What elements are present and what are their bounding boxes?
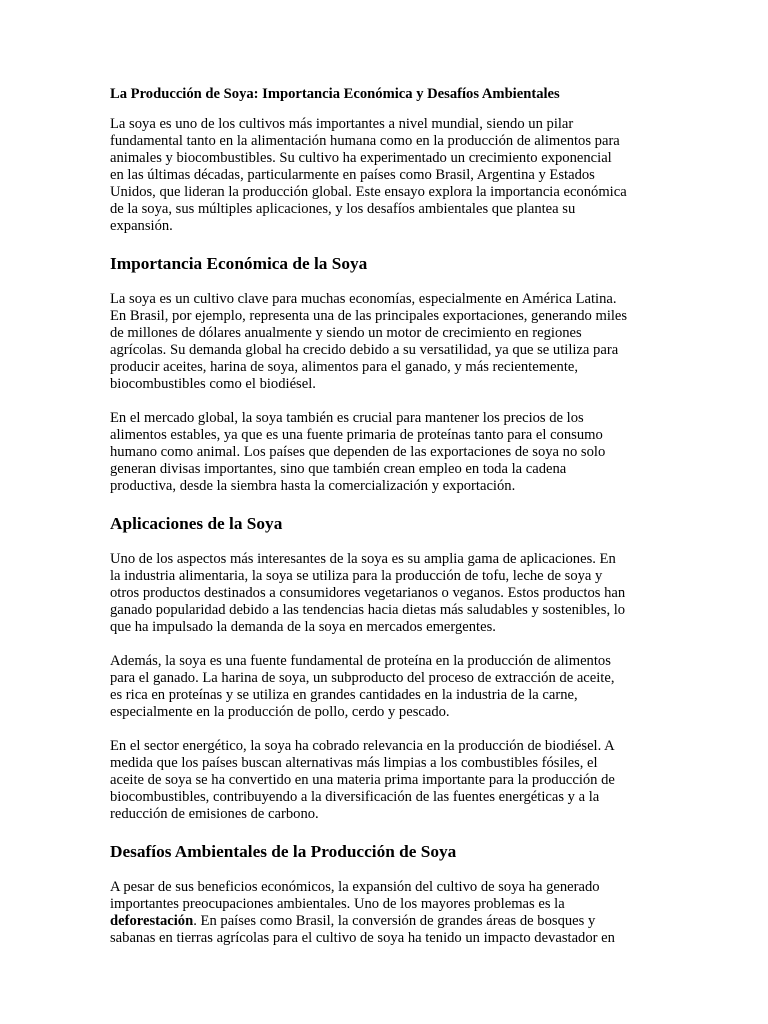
- section-heading-economic: Importancia Económica de la Soya: [110, 254, 368, 273]
- text-line: fundamental tanto en la alimentación humana como en la producción de alimentos para: [110, 133, 620, 149]
- text-line: En el sector energético, la soya ha cobrado relevancia en la producción de biodiésel. A: [110, 738, 615, 754]
- text-line: de la soya, sus múltiples aplicaciones, y los desafíos ambientales que plantea su: [110, 201, 576, 217]
- applications-paragraph-2: [110, 653, 662, 721]
- economic-paragraph-2: [110, 410, 662, 495]
- text-line: que ha impulsado la demanda de la soya en mercados emergentes.: [110, 619, 496, 635]
- intro-paragraph: [110, 116, 662, 235]
- text-line: otros productos destinados a consumidores vegetarianos o veganos. Estos productos han: [110, 585, 626, 601]
- text-line: humano como animal. Los países que dependen de las exportaciones de soya no solo: [110, 444, 606, 460]
- document-title: La Producción de Soya: Importancia Económica y Desafíos Ambientales: [110, 86, 560, 102]
- applications-paragraph-1: [110, 551, 662, 636]
- text-line: de millones de dólares anualmente y siendo un motor de crecimiento en regiones: [110, 325, 582, 341]
- document-page: [110, 86, 662, 947]
- text-line: La soya es un cultivo clave para muchas economías, especialmente en América Latina.: [110, 291, 617, 307]
- text-line: es rica en proteínas y se utiliza en grandes cantidades en la industria de la carne,: [110, 687, 578, 703]
- text-line: En Brasil, por ejemplo, representa una de las principales exportaciones, generando miles: [110, 308, 628, 324]
- text-line: en las últimas décadas, particularmente en países como Brasil, Argentina y Estados: [110, 167, 595, 183]
- text-fragment: . En países como Brasil, la conversión de grandes áreas de bosques y: [193, 913, 596, 929]
- text-line: A pesar de sus beneficios económicos, la expansión del cultivo de soya ha generado: [110, 879, 600, 895]
- text-line: [110, 913, 662, 930]
- bold-term-deforestation: deforestación: [110, 913, 194, 929]
- applications-paragraph-3: [110, 738, 662, 823]
- text-line: animales y biocombustibles. Su cultivo ha experimentado un crecimiento exponencial: [110, 150, 612, 166]
- text-line: Además, la soya es una fuente fundamental de proteína en la producción de alimentos: [110, 653, 611, 669]
- text-line: La soya es uno de los cultivos más importantes a nivel mundial, siendo un pilar: [110, 116, 574, 132]
- text-line: alimentos estables, ya que es una fuente primaria de proteínas tanto para el consumo: [110, 427, 603, 443]
- section-heading-environmental: Desafíos Ambientales de la Producción de Soya: [110, 842, 457, 861]
- text-line: ganado popularidad debido a las tendencias hacia dietas más saludables y sostenibles, lo: [110, 602, 626, 618]
- text-line: importantes preocupaciones ambientales. Uno de los mayores problemas es la: [110, 896, 565, 912]
- text-line: para el ganado. La harina de soya, un subproducto del proceso de extracción de aceite,: [110, 670, 615, 686]
- text-line: En el mercado global, la soya también es crucial para mantener los precios de los: [110, 410, 584, 426]
- text-line: producir aceites, harina de soya, alimentos para el ganado, y más recientemente,: [110, 359, 579, 375]
- text-line: Unidos, que lideran la producción global. Este ensayo explora la importancia económica: [110, 184, 627, 200]
- text-line: biocombustibles como el biodiésel.: [110, 376, 316, 392]
- text-line: productiva, desde la siembra hasta la comercialización y exportación.: [110, 478, 516, 494]
- text-line: generan divisas importantes, sino que también crean empleo en toda la cadena: [110, 461, 567, 477]
- text-line: biocombustibles, contribuyendo a la diversificación de las fuentes energéticas y a la: [110, 789, 600, 805]
- section-heading-applications: Aplicaciones de la Soya: [110, 514, 283, 533]
- environmental-paragraph-1: [110, 879, 662, 947]
- text-line: medida que los países buscan alternativas más limpias a los combustibles fósiles, el: [110, 755, 598, 771]
- economic-paragraph-1: [110, 291, 662, 393]
- text-line: Uno de los aspectos más interesantes de la soya es su amplia gama de aplicaciones. En: [110, 551, 616, 567]
- text-line: expansión.: [110, 218, 173, 234]
- text-line: la industria alimentaria, la soya se utiliza para la producción de tofu, leche de soya y: [110, 568, 603, 584]
- text-line: especialmente en la producción de pollo, cerdo y pescado.: [110, 704, 450, 720]
- text-line: reducción de emisiones de carbono.: [110, 806, 319, 822]
- text-line: aceite de soya se ha convertido en una materia prima importante para la producción de: [110, 772, 615, 788]
- text-line: agrícolas. Su demanda global ha crecido debido a su versatilidad, ya que se utiliza para: [110, 342, 619, 358]
- text-line: sabanas en tierras agrícolas para el cultivo de soya ha tenido un impacto devastador en: [110, 930, 615, 946]
